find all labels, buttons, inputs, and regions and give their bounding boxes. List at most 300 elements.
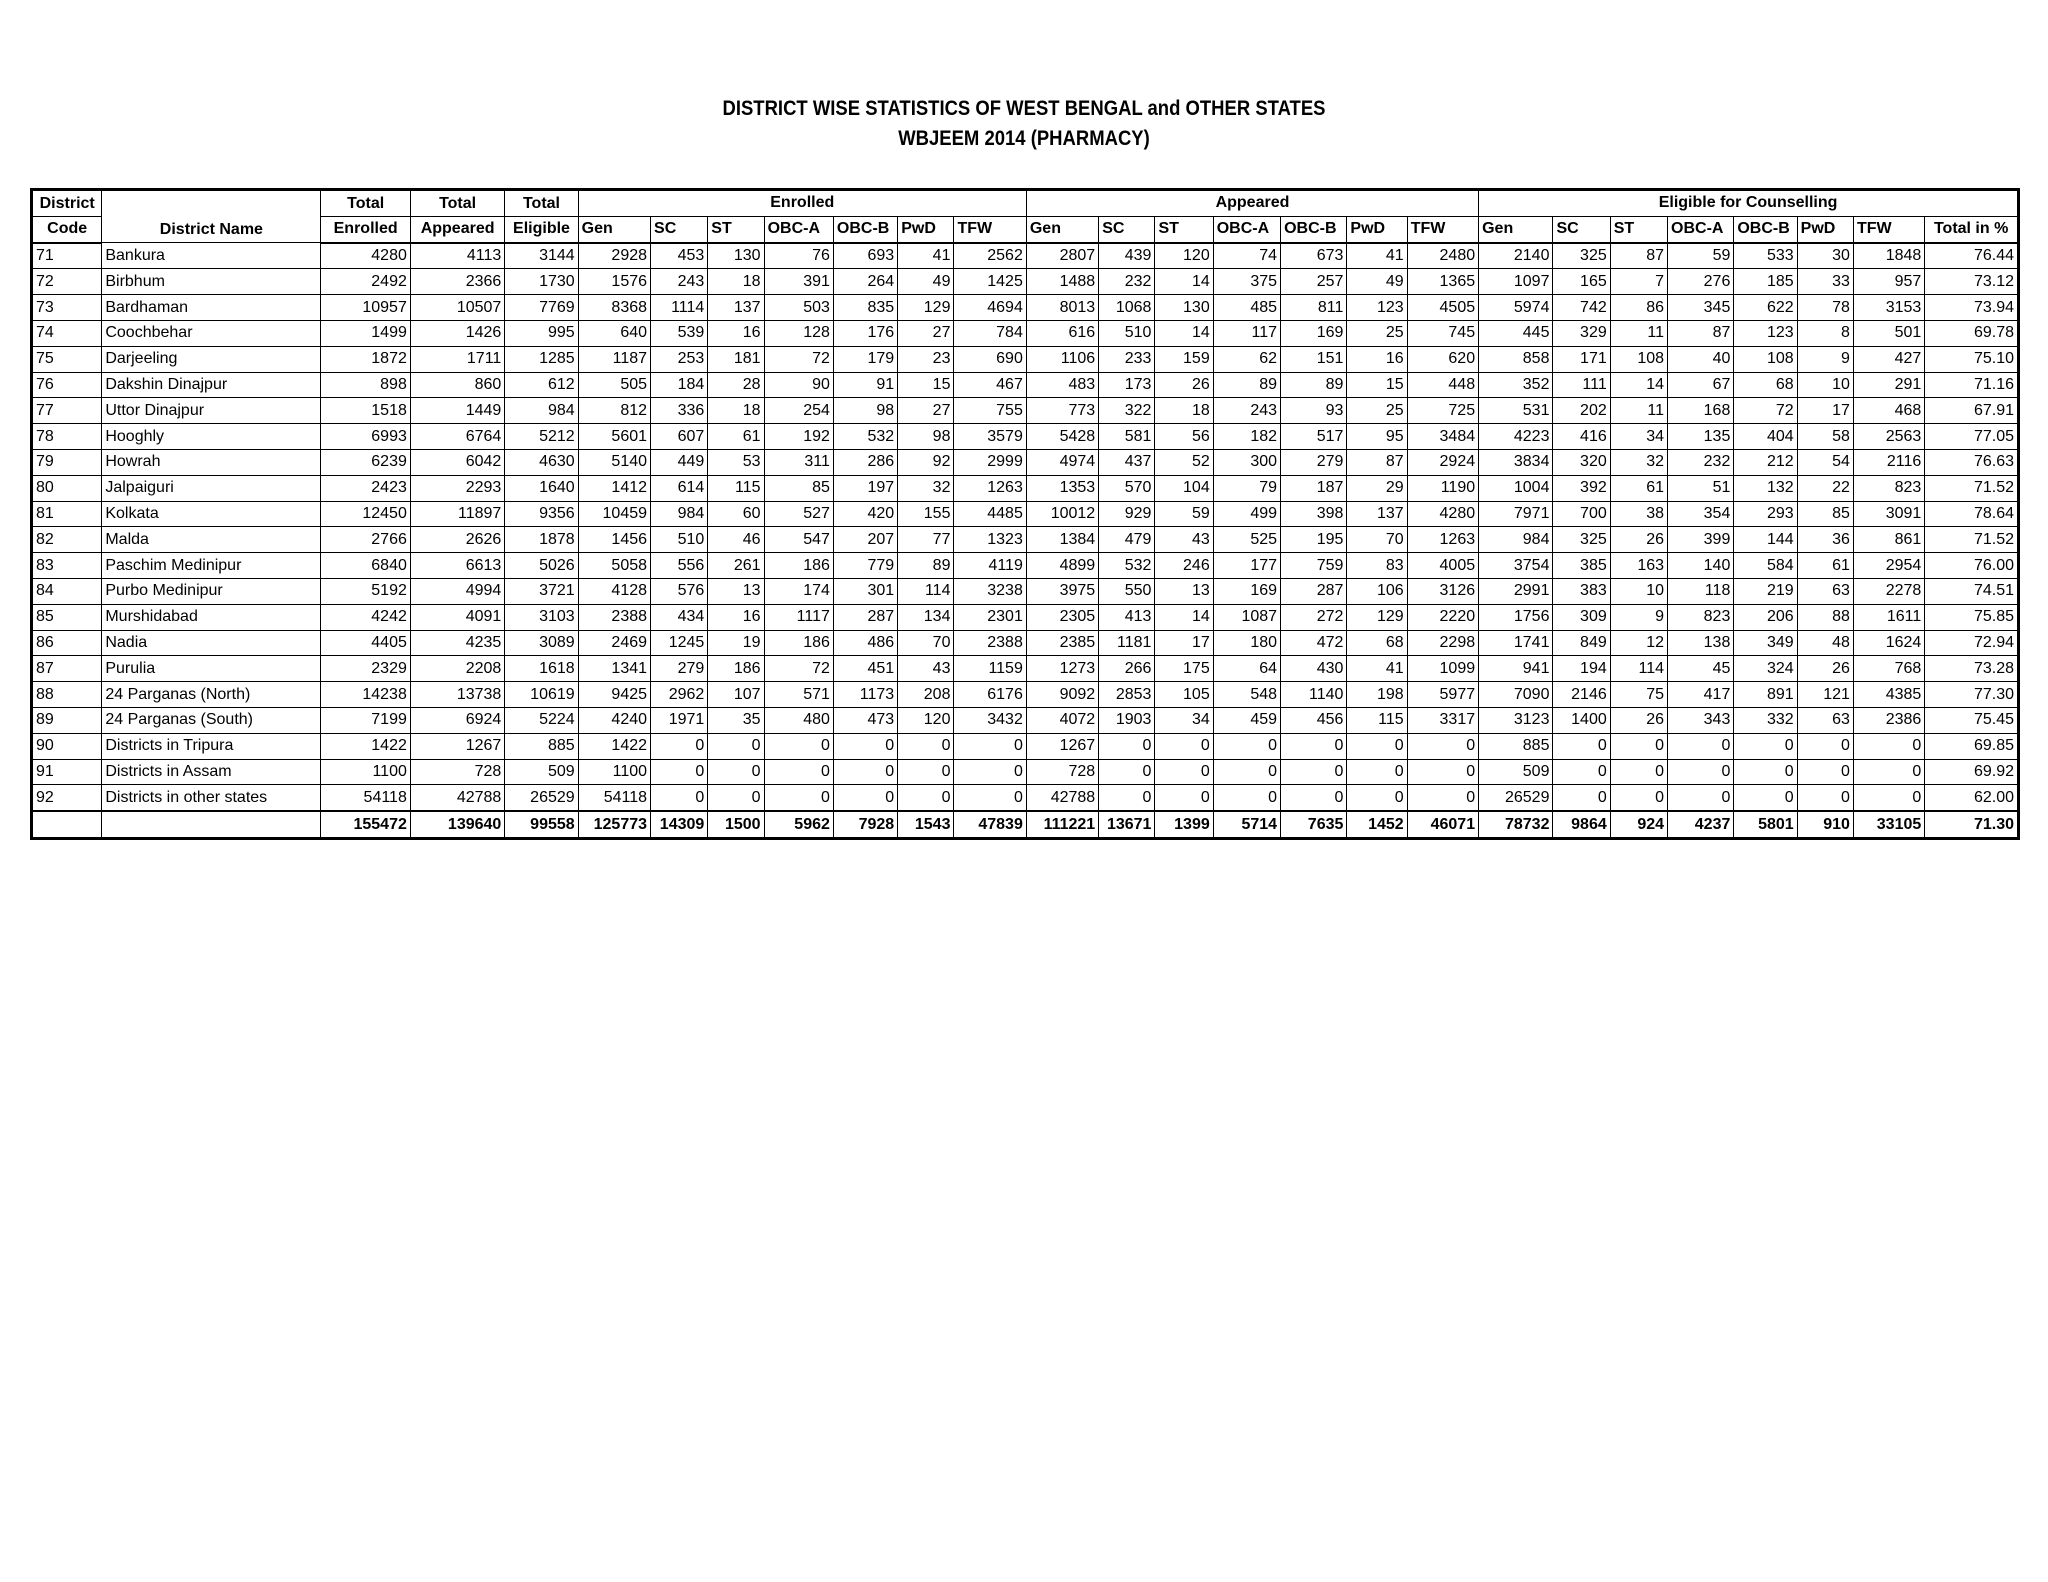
header-total-enrolled-2: Enrolled (321, 216, 410, 242)
cell-appeared-st: 14 (1155, 604, 1213, 630)
cell-appeared-obcb: 430 (1281, 656, 1347, 682)
cell-eligible-obca: 118 (1668, 578, 1734, 604)
cell-eligible-gen: 2991 (1479, 578, 1553, 604)
cell-appeared-gen: 728 (1026, 759, 1098, 785)
cell-eligible-tfw: 291 (1853, 372, 1924, 398)
cell-appeared-obcb: 0 (1281, 785, 1347, 811)
cell-total-enrolled: 898 (321, 372, 410, 398)
cell-eligible-sc: 309 (1553, 604, 1610, 630)
cell-eligible-obca: 232 (1668, 449, 1734, 475)
cell-eligible-sc: 416 (1553, 424, 1610, 450)
cell-enrolled-gen: 2928 (578, 243, 650, 269)
cell-eligible-pwd: 17 (1797, 398, 1853, 424)
cell-eligible-pwd: 8 (1797, 320, 1853, 346)
total-total-eligible: 99558 (505, 811, 578, 838)
cell-eligible-obcb: 404 (1734, 424, 1797, 450)
header-group-eligible: Eligible for Counselling (1479, 190, 2019, 217)
cell-enrolled-obca: 76 (764, 243, 833, 269)
cell-appeared-pwd: 68 (1347, 630, 1407, 656)
cell-appeared-gen: 4974 (1026, 449, 1098, 475)
cell-district-name: 24 Parganas (South) (102, 707, 321, 733)
cell-total-appeared: 4235 (410, 630, 504, 656)
cell-enrolled-tfw: 0 (954, 733, 1026, 759)
cell-eligible-gen: 984 (1479, 527, 1553, 553)
cell-total-enrolled: 2492 (321, 269, 410, 295)
header-total-eligible: Total (505, 190, 578, 217)
header-enrolled-pwd: PwD (898, 216, 954, 242)
cell-total-enrolled: 7199 (321, 707, 410, 733)
cell-enrolled-obcb: 532 (833, 424, 897, 450)
header-enrolled-gen: Gen (578, 216, 650, 242)
header-total-eligible-2: Eligible (505, 216, 578, 242)
cell-appeared-sc: 0 (1099, 759, 1155, 785)
cell-appeared-sc: 1181 (1099, 630, 1155, 656)
cell-enrolled-obcb: 451 (833, 656, 897, 682)
cell-eligible-sc: 700 (1553, 501, 1610, 527)
cell-appeared-gen: 3975 (1026, 578, 1098, 604)
cell-enrolled-pwd: 92 (898, 449, 954, 475)
cell-appeared-obcb: 398 (1281, 501, 1347, 527)
cell-appeared-obcb: 811 (1281, 295, 1347, 321)
cell-eligible-pwd: 88 (1797, 604, 1853, 630)
cell-enrolled-obcb: 1173 (833, 682, 897, 708)
cell-eligible-gen: 1741 (1479, 630, 1553, 656)
cell-appeared-obcb: 257 (1281, 269, 1347, 295)
cell-appeared-tfw: 3484 (1407, 424, 1478, 450)
cell-eligible-sc: 0 (1553, 785, 1610, 811)
cell-enrolled-tfw: 3432 (954, 707, 1026, 733)
cell-appeared-pwd: 41 (1347, 243, 1407, 269)
cell-eligible-pwd: 61 (1797, 553, 1853, 579)
header-appeared-obcb: OBC-B (1281, 216, 1347, 242)
header-appeared-gen: Gen (1026, 216, 1098, 242)
cell-appeared-obcb: 272 (1281, 604, 1347, 630)
cell-appeared-pwd: 106 (1347, 578, 1407, 604)
cell-total-eligible: 10619 (505, 682, 578, 708)
cell-enrolled-st: 53 (708, 449, 764, 475)
total-enrolled-st: 1500 (708, 811, 764, 838)
cell-district-code: 87 (32, 656, 102, 682)
cell-eligible-obcb: 533 (1734, 243, 1797, 269)
cell-appeared-tfw: 4505 (1407, 295, 1478, 321)
cell-district-code: 71 (32, 243, 102, 269)
cell-eligible-gen: 445 (1479, 320, 1553, 346)
cell-eligible-obca: 823 (1668, 604, 1734, 630)
cell-enrolled-gen: 1100 (578, 759, 650, 785)
cell-total-enrolled: 12450 (321, 501, 410, 527)
cell-appeared-sc: 413 (1099, 604, 1155, 630)
cell-eligible-tfw: 2954 (1853, 553, 1924, 579)
cell-eligible-st: 9 (1610, 604, 1667, 630)
cell-enrolled-obca: 1117 (764, 604, 833, 630)
cell-total-enrolled: 5192 (321, 578, 410, 604)
table-body (32, 243, 2019, 839)
cell-appeared-sc: 233 (1099, 346, 1155, 372)
cell-enrolled-sc: 510 (651, 527, 708, 553)
cell-total-appeared: 6042 (410, 449, 504, 475)
cell-eligible-obcb: 0 (1734, 733, 1797, 759)
cell-enrolled-st: 107 (708, 682, 764, 708)
cell-eligible-gen: 4223 (1479, 424, 1553, 450)
cell-appeared-tfw: 745 (1407, 320, 1478, 346)
cell-eligible-gen: 509 (1479, 759, 1553, 785)
cell-appeared-obca: 499 (1213, 501, 1280, 527)
header-district-code-2: Code (32, 216, 102, 242)
cell-eligible-sc: 325 (1553, 243, 1610, 269)
cell-total-percent: 71.16 (1925, 372, 2019, 398)
cell-appeared-sc: 1903 (1099, 707, 1155, 733)
cell-eligible-obcb: 0 (1734, 759, 1797, 785)
cell-appeared-pwd: 29 (1347, 475, 1407, 501)
cell-enrolled-gen: 1412 (578, 475, 650, 501)
cell-total-enrolled: 1422 (321, 733, 410, 759)
cell-appeared-st: 26 (1155, 372, 1213, 398)
cell-eligible-obcb: 212 (1734, 449, 1797, 475)
cell-enrolled-gen: 8368 (578, 295, 650, 321)
cell-total-percent: 77.05 (1925, 424, 2019, 450)
cell-eligible-tfw: 0 (1853, 759, 1924, 785)
cell-appeared-sc: 581 (1099, 424, 1155, 450)
total-enrolled-pwd: 1543 (898, 811, 954, 838)
cell-eligible-tfw: 4385 (1853, 682, 1924, 708)
cell-appeared-obcb: 759 (1281, 553, 1347, 579)
total-eligible-gen: 78732 (1479, 811, 1553, 838)
cell-appeared-st: 130 (1155, 295, 1213, 321)
cell-eligible-tfw: 823 (1853, 475, 1924, 501)
cell-enrolled-sc: 556 (651, 553, 708, 579)
cell-eligible-pwd: 9 (1797, 346, 1853, 372)
table-row (32, 527, 2019, 553)
cell-enrolled-obcb: 0 (833, 759, 897, 785)
cell-eligible-obcb: 123 (1734, 320, 1797, 346)
cell-total-appeared: 4113 (410, 243, 504, 269)
cell-total-percent: 62.00 (1925, 785, 2019, 811)
header-enrolled-obca: OBC-A (764, 216, 833, 242)
cell-total-percent: 69.78 (1925, 320, 2019, 346)
cell-eligible-st: 75 (1610, 682, 1667, 708)
cell-district-name: Coochbehar (102, 320, 321, 346)
total-total-appeared: 139640 (410, 811, 504, 838)
cell-eligible-obca: 140 (1668, 553, 1734, 579)
table-row (32, 398, 2019, 424)
cell-total-appeared: 2366 (410, 269, 504, 295)
cell-enrolled-sc: 253 (651, 346, 708, 372)
cell-eligible-obcb: 144 (1734, 527, 1797, 553)
cell-total-appeared: 1267 (410, 733, 504, 759)
cell-enrolled-st: 18 (708, 269, 764, 295)
cell-total-percent: 78.64 (1925, 501, 2019, 527)
cell-enrolled-gen: 2388 (578, 604, 650, 630)
cell-appeared-obcb: 673 (1281, 243, 1347, 269)
cell-total-eligible: 5224 (505, 707, 578, 733)
cell-enrolled-gen: 1422 (578, 733, 650, 759)
cell-total-appeared: 6924 (410, 707, 504, 733)
cell-enrolled-obca: 72 (764, 346, 833, 372)
cell-eligible-tfw: 0 (1853, 733, 1924, 759)
cell-enrolled-st: 137 (708, 295, 764, 321)
cell-enrolled-tfw: 2388 (954, 630, 1026, 656)
cell-total-eligible: 5212 (505, 424, 578, 450)
cell-appeared-tfw: 1099 (1407, 656, 1478, 682)
cell-appeared-obca: 62 (1213, 346, 1280, 372)
cell-eligible-obca: 276 (1668, 269, 1734, 295)
header-eligible-sc: SC (1553, 216, 1610, 242)
cell-enrolled-obca: 174 (764, 578, 833, 604)
cell-enrolled-tfw: 755 (954, 398, 1026, 424)
header-appeared-st: ST (1155, 216, 1213, 242)
cell-enrolled-obcb: 473 (833, 707, 897, 733)
cell-total-percent: 76.63 (1925, 449, 2019, 475)
cell-eligible-tfw: 957 (1853, 269, 1924, 295)
table-row (32, 656, 2019, 682)
cell-appeared-st: 13 (1155, 578, 1213, 604)
cell-appeared-tfw: 0 (1407, 759, 1478, 785)
cell-appeared-gen: 4899 (1026, 553, 1098, 579)
total-enrolled-tfw: 47839 (954, 811, 1026, 838)
cell-appeared-gen: 10012 (1026, 501, 1098, 527)
cell-total-enrolled: 4405 (321, 630, 410, 656)
cell-enrolled-sc: 453 (651, 243, 708, 269)
cell-enrolled-gen: 9425 (578, 682, 650, 708)
cell-appeared-pwd: 129 (1347, 604, 1407, 630)
table-row (32, 243, 2019, 269)
header-enrolled-obcb: OBC-B (833, 216, 897, 242)
cell-eligible-tfw: 501 (1853, 320, 1924, 346)
cell-eligible-gen: 3123 (1479, 707, 1553, 733)
cell-enrolled-tfw: 3238 (954, 578, 1026, 604)
header-enrolled-sc: SC (651, 216, 708, 242)
cell-appeared-obcb: 187 (1281, 475, 1347, 501)
cell-enrolled-tfw: 0 (954, 785, 1026, 811)
cell-eligible-obca: 417 (1668, 682, 1734, 708)
cell-appeared-tfw: 3317 (1407, 707, 1478, 733)
cell-eligible-st: 86 (1610, 295, 1667, 321)
cell-total-appeared: 11897 (410, 501, 504, 527)
cell-enrolled-obca: 480 (764, 707, 833, 733)
cell-eligible-st: 108 (1610, 346, 1667, 372)
cell-eligible-obcb: 72 (1734, 398, 1797, 424)
cell-district-code: 91 (32, 759, 102, 785)
cell-appeared-st: 17 (1155, 630, 1213, 656)
cell-district-code: 78 (32, 424, 102, 450)
page-title: DISTRICT WISE STATISTICS OF WEST BENGAL and OTHER STATES (722, 97, 1326, 120)
cell-enrolled-obca: 0 (764, 785, 833, 811)
cell-enrolled-obca: 72 (764, 656, 833, 682)
cell-appeared-obca: 243 (1213, 398, 1280, 424)
total-eligible-sc: 9864 (1553, 811, 1610, 838)
cell-eligible-gen: 1756 (1479, 604, 1553, 630)
cell-enrolled-sc: 2962 (651, 682, 708, 708)
cell-appeared-sc: 439 (1099, 243, 1155, 269)
cell-enrolled-tfw: 1323 (954, 527, 1026, 553)
cell-enrolled-sc: 1245 (651, 630, 708, 656)
cell-appeared-obcb: 151 (1281, 346, 1347, 372)
cell-eligible-gen: 3754 (1479, 553, 1553, 579)
header-eligible-pwd: PwD (1797, 216, 1853, 242)
cell-eligible-sc: 2146 (1553, 682, 1610, 708)
cell-appeared-gen: 42788 (1026, 785, 1098, 811)
cell-eligible-st: 87 (1610, 243, 1667, 269)
cell-eligible-sc: 849 (1553, 630, 1610, 656)
cell-district-code: 79 (32, 449, 102, 475)
cell-enrolled-gen: 5058 (578, 553, 650, 579)
cell-enrolled-st: 18 (708, 398, 764, 424)
cell-appeared-obca: 182 (1213, 424, 1280, 450)
cell-enrolled-st: 13 (708, 578, 764, 604)
total-eligible-pwd: 910 (1797, 811, 1853, 838)
cell-enrolled-sc: 539 (651, 320, 708, 346)
cell-appeared-obca: 169 (1213, 578, 1280, 604)
cell-enrolled-pwd: 41 (898, 243, 954, 269)
header-district-code: District (32, 190, 102, 217)
cell-appeared-sc: 510 (1099, 320, 1155, 346)
cell-total-eligible: 995 (505, 320, 578, 346)
total-appeared-pwd: 1452 (1347, 811, 1407, 838)
cell-enrolled-sc: 184 (651, 372, 708, 398)
cell-enrolled-obcb: 179 (833, 346, 897, 372)
cell-enrolled-obca: 571 (764, 682, 833, 708)
header-appeared-sc: SC (1099, 216, 1155, 242)
cell-district-code: 76 (32, 372, 102, 398)
cell-appeared-st: 14 (1155, 269, 1213, 295)
table-row (32, 707, 2019, 733)
cell-total-appeared: 1426 (410, 320, 504, 346)
total-appeared-obcb: 7635 (1281, 811, 1347, 838)
cell-appeared-st: 59 (1155, 501, 1213, 527)
cell-total-enrolled: 1499 (321, 320, 410, 346)
cell-enrolled-st: 35 (708, 707, 764, 733)
cell-enrolled-obcb: 264 (833, 269, 897, 295)
cell-enrolled-pwd: 134 (898, 604, 954, 630)
cell-enrolled-st: 0 (708, 785, 764, 811)
cell-appeared-tfw: 0 (1407, 733, 1478, 759)
cell-enrolled-tfw: 1159 (954, 656, 1026, 682)
cell-total-appeared: 1449 (410, 398, 504, 424)
cell-appeared-tfw: 5977 (1407, 682, 1478, 708)
cell-total-percent: 73.12 (1925, 269, 2019, 295)
cell-appeared-obcb: 93 (1281, 398, 1347, 424)
cell-appeared-gen: 9092 (1026, 682, 1098, 708)
cell-eligible-obcb: 349 (1734, 630, 1797, 656)
cell-appeared-tfw: 2298 (1407, 630, 1478, 656)
cell-appeared-sc: 929 (1099, 501, 1155, 527)
cell-total-percent: 75.10 (1925, 346, 2019, 372)
cell-eligible-pwd: 63 (1797, 578, 1853, 604)
cell-appeared-obca: 525 (1213, 527, 1280, 553)
cell-enrolled-obcb: 835 (833, 295, 897, 321)
cell-total-enrolled: 14238 (321, 682, 410, 708)
cell-appeared-obcb: 0 (1281, 733, 1347, 759)
cell-eligible-obca: 0 (1668, 785, 1734, 811)
cell-enrolled-obca: 85 (764, 475, 833, 501)
cell-appeared-obca: 74 (1213, 243, 1280, 269)
cell-enrolled-tfw: 2301 (954, 604, 1026, 630)
cell-enrolled-sc: 449 (651, 449, 708, 475)
cell-eligible-pwd: 48 (1797, 630, 1853, 656)
header-enrolled-st: ST (708, 216, 764, 242)
cell-eligible-tfw: 468 (1853, 398, 1924, 424)
cell-enrolled-obcb: 301 (833, 578, 897, 604)
total-appeared-gen: 111221 (1026, 811, 1098, 838)
cell-enrolled-pwd: 98 (898, 424, 954, 450)
cell-eligible-obca: 40 (1668, 346, 1734, 372)
cell-appeared-sc: 437 (1099, 449, 1155, 475)
cell-eligible-st: 7 (1610, 269, 1667, 295)
cell-eligible-st: 11 (1610, 398, 1667, 424)
cell-total-percent: 69.85 (1925, 733, 2019, 759)
header-appeared-tfw: TFW (1407, 216, 1478, 242)
cell-eligible-st: 0 (1610, 759, 1667, 785)
cell-enrolled-pwd: 114 (898, 578, 954, 604)
cell-eligible-sc: 202 (1553, 398, 1610, 424)
table-total-row (32, 811, 2019, 838)
cell-enrolled-sc: 336 (651, 398, 708, 424)
cell-enrolled-gen: 10459 (578, 501, 650, 527)
total-eligible-obca: 4237 (1668, 811, 1734, 838)
cell-enrolled-obca: 90 (764, 372, 833, 398)
cell-appeared-pwd: 0 (1347, 785, 1407, 811)
cell-district-name: Bankura (102, 243, 321, 269)
cell-appeared-gen: 616 (1026, 320, 1098, 346)
cell-eligible-tfw: 768 (1853, 656, 1924, 682)
cell-eligible-tfw: 2386 (1853, 707, 1924, 733)
cell-total-eligible: 984 (505, 398, 578, 424)
cell-district-name: Nadia (102, 630, 321, 656)
cell-eligible-obcb: 132 (1734, 475, 1797, 501)
cell-enrolled-st: 19 (708, 630, 764, 656)
header-total-enrolled: Total (321, 190, 410, 217)
cell-appeared-obcb: 287 (1281, 578, 1347, 604)
cell-appeared-st: 56 (1155, 424, 1213, 450)
cell-eligible-pwd: 78 (1797, 295, 1853, 321)
district-statistics-table (30, 188, 2020, 840)
cell-eligible-sc: 325 (1553, 527, 1610, 553)
cell-enrolled-obca: 527 (764, 501, 833, 527)
cell-appeared-gen: 483 (1026, 372, 1098, 398)
cell-district-code: 80 (32, 475, 102, 501)
cell-eligible-obca: 0 (1668, 759, 1734, 785)
cell-enrolled-sc: 576 (651, 578, 708, 604)
cell-district-code: 85 (32, 604, 102, 630)
cell-enrolled-obca: 311 (764, 449, 833, 475)
table-row (32, 346, 2019, 372)
cell-appeared-obcb: 472 (1281, 630, 1347, 656)
cell-eligible-obcb: 0 (1734, 785, 1797, 811)
cell-total-percent: 69.92 (1925, 759, 2019, 785)
cell-total-enrolled: 6239 (321, 449, 410, 475)
cell-total-appeared: 728 (410, 759, 504, 785)
cell-district-name: Malda (102, 527, 321, 553)
cell-appeared-tfw: 620 (1407, 346, 1478, 372)
cell-eligible-sc: 385 (1553, 553, 1610, 579)
cell-eligible-st: 0 (1610, 785, 1667, 811)
cell-appeared-obca: 0 (1213, 733, 1280, 759)
header-group-enrolled: Enrolled (578, 190, 1026, 217)
cell-appeared-gen: 1488 (1026, 269, 1098, 295)
cell-eligible-obca: 354 (1668, 501, 1734, 527)
cell-appeared-obca: 89 (1213, 372, 1280, 398)
total-eligible-st: 924 (1610, 811, 1667, 838)
cell-eligible-sc: 194 (1553, 656, 1610, 682)
cell-total-eligible: 3144 (505, 243, 578, 269)
cell-eligible-obcb: 108 (1734, 346, 1797, 372)
cell-enrolled-st: 115 (708, 475, 764, 501)
cell-enrolled-st: 28 (708, 372, 764, 398)
cell-enrolled-pwd: 32 (898, 475, 954, 501)
cell-appeared-obca: 79 (1213, 475, 1280, 501)
cell-enrolled-obca: 547 (764, 527, 833, 553)
cell-total-percent: 71.52 (1925, 475, 2019, 501)
